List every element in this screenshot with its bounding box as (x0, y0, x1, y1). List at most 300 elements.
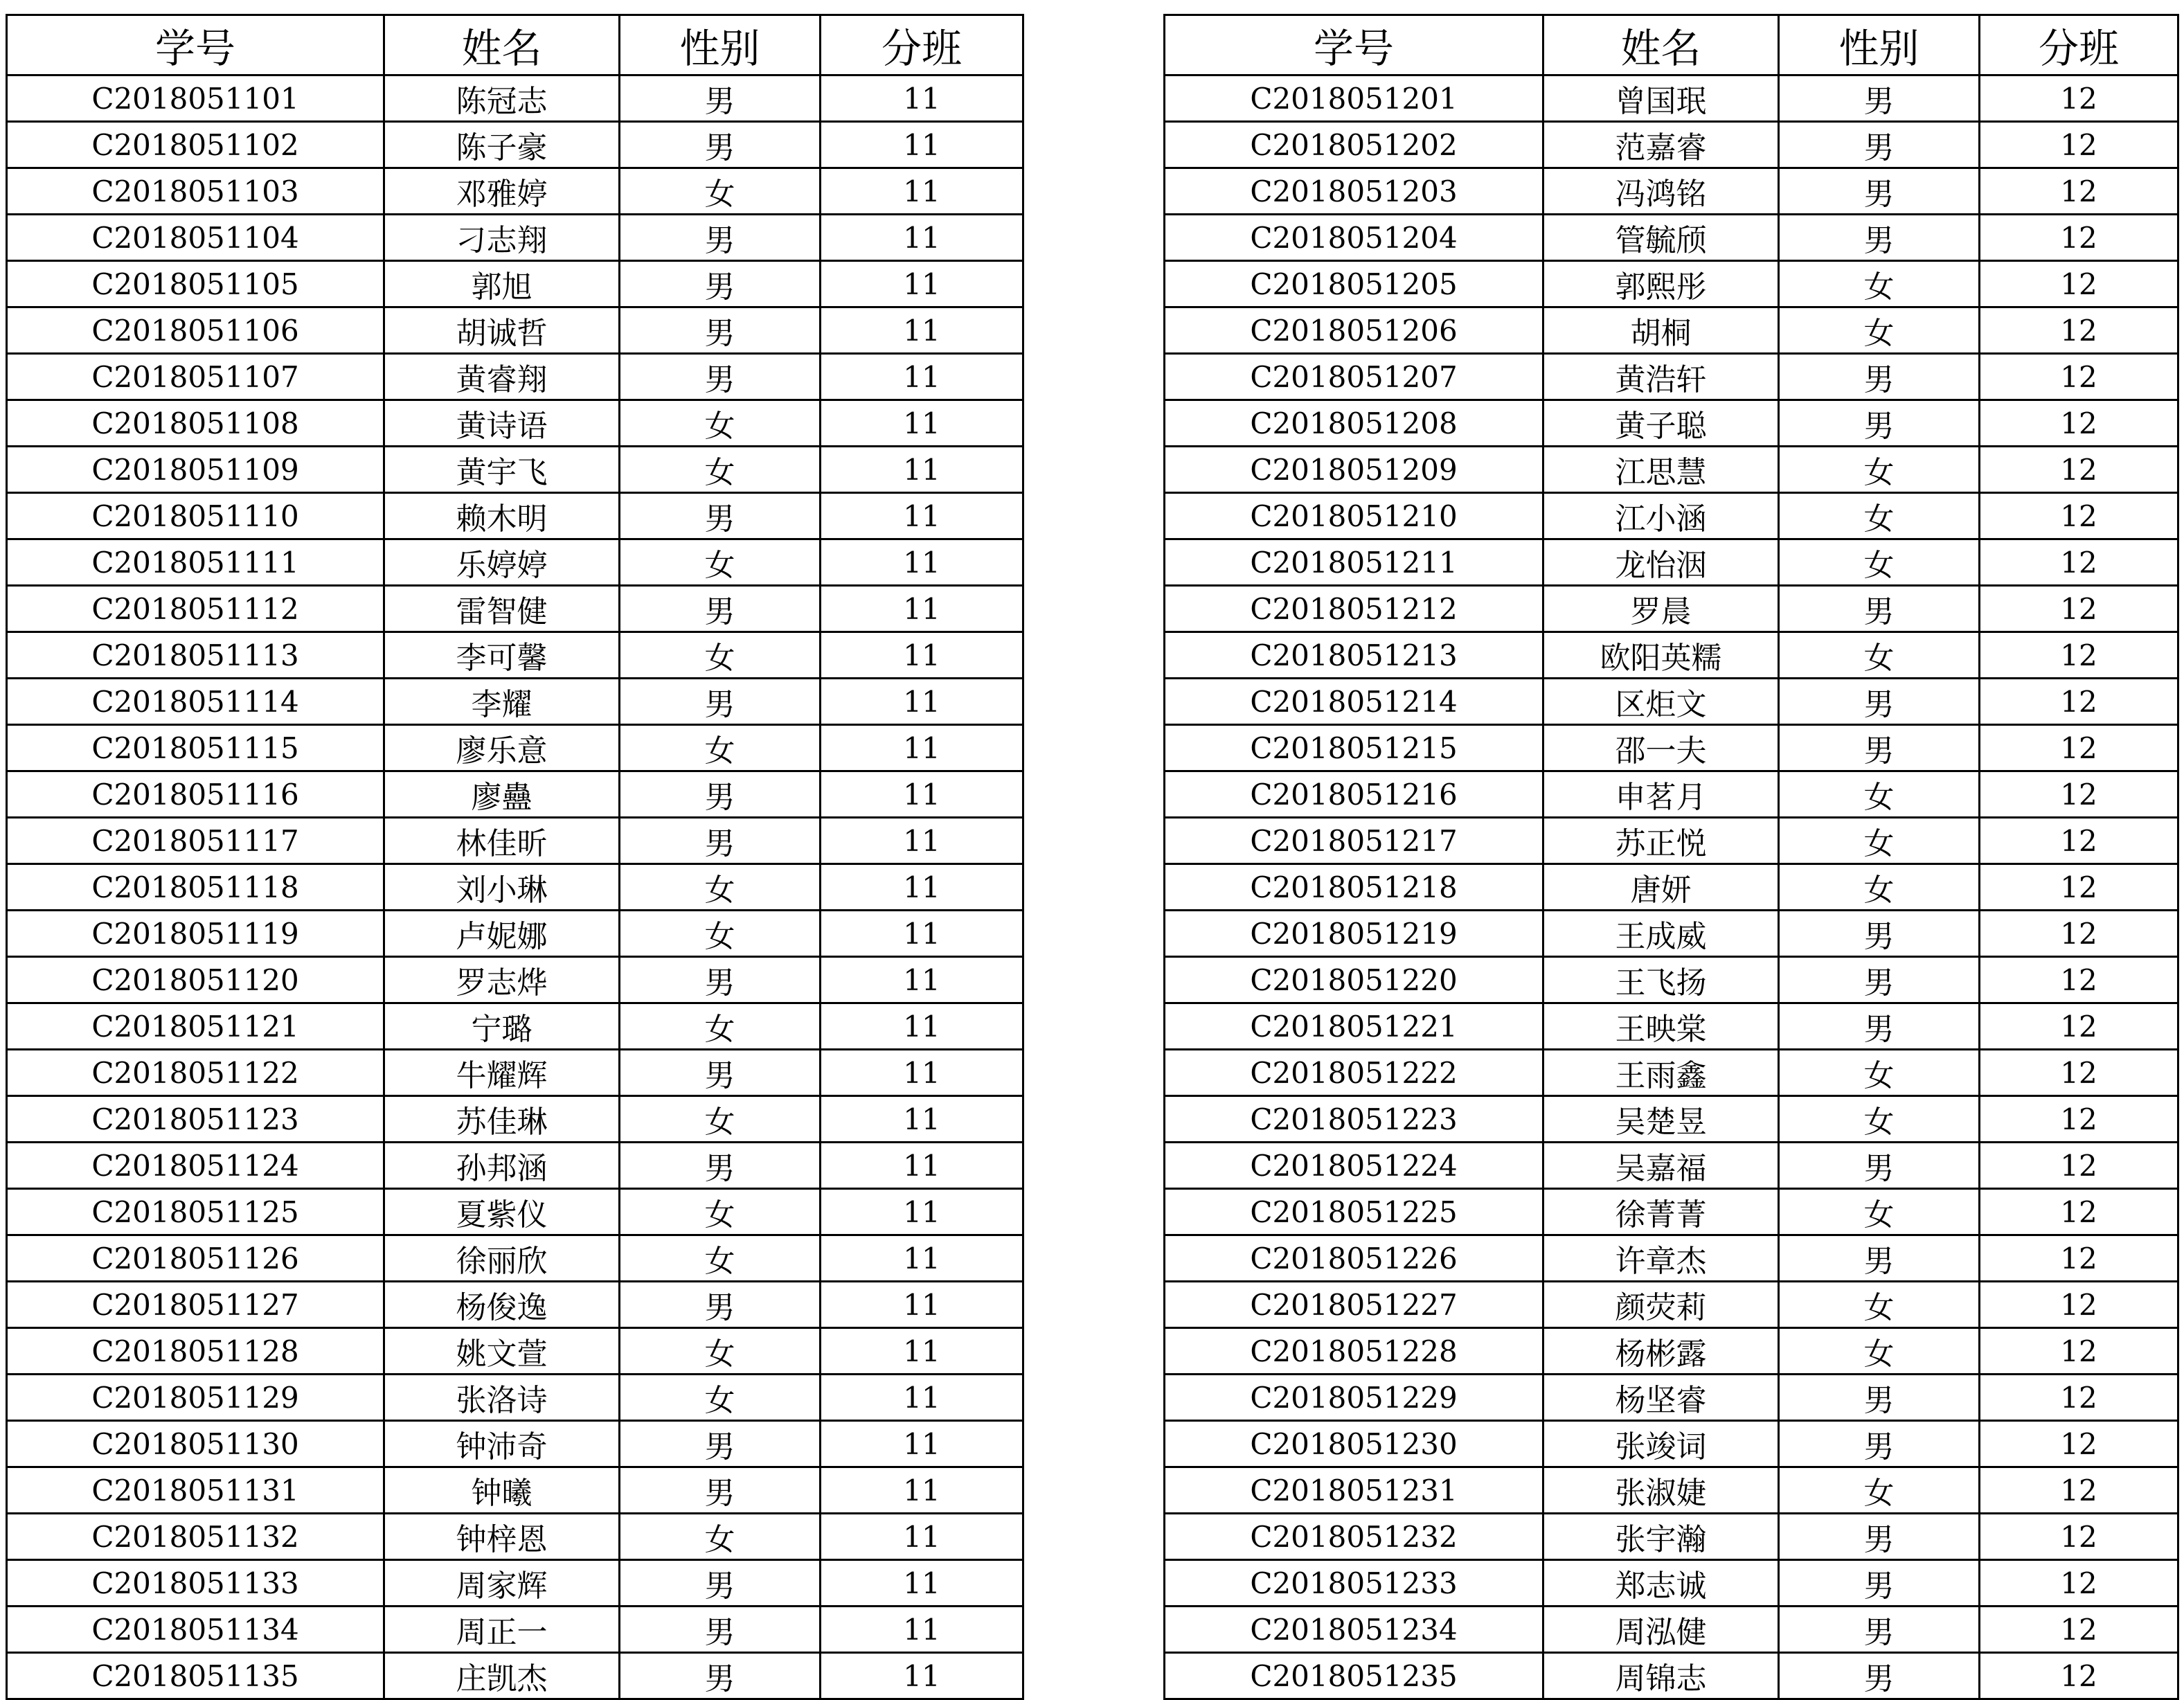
student-id-cell: C2018051204 (1165, 215, 1543, 261)
student-name-cell: 郑志诚 (1543, 1560, 1779, 1607)
student-gender-cell: 女 (1779, 539, 1980, 586)
student-class-cell: 12 (1980, 1328, 2178, 1375)
table-row (1165, 1375, 2178, 1421)
student-name-cell: 区炬文 (1543, 679, 1779, 725)
student-name-cell: 黄诗语 (384, 400, 620, 447)
student-class-cell: 12 (1980, 1514, 2178, 1560)
student-class-cell: 12 (1980, 1560, 2178, 1607)
table-row (1165, 1467, 2178, 1514)
student-gender-cell: 男 (1779, 1143, 1980, 1189)
table-row (1165, 400, 2178, 447)
student-class-cell: 11 (821, 447, 1023, 493)
student-gender-cell: 男 (1779, 1514, 1980, 1560)
student-id-cell: C2018051208 (1165, 400, 1543, 447)
student-id-cell: C2018051201 (1165, 75, 1543, 122)
student-class-cell: 11 (821, 1189, 1023, 1235)
student-id-cell: C2018051131 (7, 1467, 384, 1514)
student-class-cell: 12 (1980, 447, 2178, 493)
table-row (7, 75, 1023, 122)
table-header-row (7, 15, 1023, 75)
table-row (1165, 1560, 2178, 1607)
student-gender-cell: 男 (1779, 1235, 1980, 1282)
student-name-cell: 徐菁菁 (1543, 1189, 1779, 1235)
student-name-cell: 张竣词 (1543, 1421, 1779, 1467)
table-row (7, 1189, 1023, 1235)
table-row (1165, 215, 2178, 261)
student-id-cell: C2018051122 (7, 1050, 384, 1096)
student-class-cell: 12 (1980, 1096, 2178, 1143)
student-gender-cell: 女 (620, 1189, 821, 1235)
student-class-cell: 11 (821, 307, 1023, 354)
table-row (7, 354, 1023, 400)
table-row (7, 307, 1023, 354)
student-id-cell: C2018051223 (1165, 1096, 1543, 1143)
student-gender-cell: 男 (1779, 725, 1980, 771)
student-id-cell: C2018051108 (7, 400, 384, 447)
header-student-id: 学号 (7, 15, 384, 75)
student-class-cell: 11 (821, 400, 1023, 447)
table-row (1165, 261, 2178, 307)
student-id-cell: C2018051219 (1165, 911, 1543, 957)
student-name-cell: 牛耀辉 (384, 1050, 620, 1096)
table-row (7, 1467, 1023, 1514)
student-name-cell: 陈冠志 (384, 75, 620, 122)
student-id-cell: C2018051134 (7, 1607, 384, 1653)
student-id-cell: C2018051115 (7, 725, 384, 771)
student-name-cell: 刘小琳 (384, 864, 620, 911)
student-id-cell: C2018051210 (1165, 493, 1543, 539)
student-class-cell: 11 (821, 1096, 1023, 1143)
student-id-cell: C2018051106 (7, 307, 384, 354)
student-name-cell: 夏紫仪 (384, 1189, 620, 1235)
student-gender-cell: 女 (1779, 771, 1980, 818)
student-gender-cell: 男 (1779, 586, 1980, 632)
student-name-cell: 杨坚睿 (1543, 1375, 1779, 1421)
table-row (1165, 354, 2178, 400)
table-row (7, 586, 1023, 632)
table-row (7, 911, 1023, 957)
student-id-cell: C2018051125 (7, 1189, 384, 1235)
table-row (7, 632, 1023, 679)
student-gender-cell: 男 (620, 1653, 821, 1699)
student-class-cell: 11 (821, 1653, 1023, 1699)
student-id-cell: C2018051112 (7, 586, 384, 632)
student-name-cell: 许章杰 (1543, 1235, 1779, 1282)
student-name-cell: 罗晨 (1543, 586, 1779, 632)
table-row (1165, 122, 2178, 168)
student-id-cell: C2018051213 (1165, 632, 1543, 679)
student-id-cell: C2018051107 (7, 354, 384, 400)
student-id-cell: C2018051103 (7, 168, 384, 215)
student-id-cell: C2018051228 (1165, 1328, 1543, 1375)
student-class-cell: 11 (821, 1282, 1023, 1328)
table-row (1165, 1328, 2178, 1375)
student-gender-cell: 女 (620, 168, 821, 215)
table-row (7, 1050, 1023, 1096)
student-name-cell: 胡桐 (1543, 307, 1779, 354)
student-name-cell: 颜荧莉 (1543, 1282, 1779, 1328)
student-name-cell: 郭旭 (384, 261, 620, 307)
header-name: 姓名 (384, 15, 620, 75)
student-gender-cell: 男 (1779, 1003, 1980, 1050)
student-name-cell: 罗志烨 (384, 957, 620, 1003)
student-gender-cell: 女 (620, 539, 821, 586)
student-id-cell: C2018051121 (7, 1003, 384, 1050)
student-gender-cell: 男 (620, 679, 821, 725)
student-gender-cell: 女 (620, 400, 821, 447)
student-class-cell: 11 (821, 1375, 1023, 1421)
student-name-cell: 黄浩轩 (1543, 354, 1779, 400)
student-class-cell: 11 (821, 632, 1023, 679)
student-gender-cell: 女 (1779, 447, 1980, 493)
student-class-cell: 11 (821, 679, 1023, 725)
student-gender-cell: 男 (620, 493, 821, 539)
student-id-cell: C2018051218 (1165, 864, 1543, 911)
student-gender-cell: 男 (620, 1421, 821, 1467)
student-gender-cell: 女 (620, 1096, 821, 1143)
student-gender-cell: 女 (1779, 864, 1980, 911)
table-row (7, 1514, 1023, 1560)
table-row (1165, 168, 2178, 215)
student-name-cell: 范嘉睿 (1543, 122, 1779, 168)
table-row (1165, 1050, 2178, 1096)
student-name-cell: 廖蠱 (384, 771, 620, 818)
student-id-cell: C2018051226 (1165, 1235, 1543, 1282)
student-id-cell: C2018051220 (1165, 957, 1543, 1003)
student-id-cell: C2018051133 (7, 1560, 384, 1607)
student-name-cell: 周家辉 (384, 1560, 620, 1607)
table-row (7, 1096, 1023, 1143)
student-id-cell: C2018051110 (7, 493, 384, 539)
student-class-cell: 11 (821, 1514, 1023, 1560)
student-id-cell: C2018051221 (1165, 1003, 1543, 1050)
table-row (7, 818, 1023, 864)
student-class-cell: 12 (1980, 1003, 2178, 1050)
student-id-cell: C2018051230 (1165, 1421, 1543, 1467)
student-class-cell: 12 (1980, 1375, 2178, 1421)
student-name-cell: 邵一夫 (1543, 725, 1779, 771)
student-class-cell: 12 (1980, 75, 2178, 122)
student-class-cell: 11 (821, 771, 1023, 818)
student-name-cell: 王成威 (1543, 911, 1779, 957)
student-id-cell: C2018051225 (1165, 1189, 1543, 1235)
table-row (7, 261, 1023, 307)
student-gender-cell: 女 (620, 725, 821, 771)
student-name-cell: 黄子聪 (1543, 400, 1779, 447)
table-row (7, 1653, 1023, 1699)
table-row (7, 1607, 1023, 1653)
student-class-cell: 11 (821, 1003, 1023, 1050)
student-gender-cell: 男 (620, 75, 821, 122)
student-gender-cell: 女 (1779, 1467, 1980, 1514)
student-gender-cell: 男 (1779, 679, 1980, 725)
table-header-row (1165, 15, 2178, 75)
student-class-cell: 11 (821, 1328, 1023, 1375)
table-row (1165, 1143, 2178, 1189)
student-name-cell: 张宇瀚 (1543, 1514, 1779, 1560)
student-id-cell: C2018051118 (7, 864, 384, 911)
student-name-cell: 刁志翔 (384, 215, 620, 261)
student-gender-cell: 男 (1779, 911, 1980, 957)
student-gender-cell: 男 (620, 1607, 821, 1653)
student-name-cell: 廖乐意 (384, 725, 620, 771)
table-row (1165, 957, 2178, 1003)
student-gender-cell: 女 (1779, 818, 1980, 864)
student-class-cell: 11 (821, 818, 1023, 864)
student-class-cell: 12 (1980, 1050, 2178, 1096)
student-class-cell: 12 (1980, 307, 2178, 354)
student-class-cell: 11 (821, 215, 1023, 261)
student-name-cell: 江小涵 (1543, 493, 1779, 539)
student-gender-cell: 男 (620, 122, 821, 168)
student-gender-cell: 男 (620, 1143, 821, 1189)
student-name-cell: 邓雅婷 (384, 168, 620, 215)
student-name-cell: 管毓颀 (1543, 215, 1779, 261)
student-name-cell: 黄睿翔 (384, 354, 620, 400)
student-class-cell: 12 (1980, 1189, 2178, 1235)
student-name-cell: 卢妮娜 (384, 911, 620, 957)
student-name-cell: 孙邦涵 (384, 1143, 620, 1189)
student-id-cell: C2018051105 (7, 261, 384, 307)
student-gender-cell: 女 (620, 864, 821, 911)
header-class: 分班 (1980, 15, 2178, 75)
table-row (7, 1375, 1023, 1421)
student-class-cell: 12 (1980, 1467, 2178, 1514)
student-id-cell: C2018051233 (1165, 1560, 1543, 1607)
student-class-cell: 12 (1980, 1421, 2178, 1467)
student-id-cell: C2018051202 (1165, 122, 1543, 168)
student-gender-cell: 男 (620, 1050, 821, 1096)
student-name-cell: 苏佳琳 (384, 1096, 620, 1143)
student-gender-cell: 女 (620, 1514, 821, 1560)
table-row (1165, 864, 2178, 911)
student-id-cell: C2018051127 (7, 1282, 384, 1328)
student-class-cell: 12 (1980, 957, 2178, 1003)
student-class-cell: 11 (821, 1235, 1023, 1282)
student-gender-cell: 女 (1779, 1050, 1980, 1096)
student-gender-cell: 女 (1779, 1096, 1980, 1143)
student-class-cell: 12 (1980, 1235, 2178, 1282)
header-gender: 性别 (1779, 15, 1980, 75)
student-name-cell: 徐丽欣 (384, 1235, 620, 1282)
student-id-cell: C2018051111 (7, 539, 384, 586)
student-id-cell: C2018051126 (7, 1235, 384, 1282)
student-id-cell: C2018051216 (1165, 771, 1543, 818)
student-class-cell: 12 (1980, 122, 2178, 168)
table-row (1165, 679, 2178, 725)
student-class-cell: 11 (821, 957, 1023, 1003)
student-id-cell: C2018051207 (1165, 354, 1543, 400)
student-name-cell: 曾国珉 (1543, 75, 1779, 122)
table-row (7, 168, 1023, 215)
student-gender-cell: 男 (620, 957, 821, 1003)
student-id-cell: C2018051227 (1165, 1282, 1543, 1328)
table-row (1165, 539, 2178, 586)
table-row (7, 679, 1023, 725)
table-row (1165, 1653, 2178, 1699)
student-gender-cell: 男 (1779, 168, 1980, 215)
header-student-id: 学号 (1165, 15, 1543, 75)
student-class-cell: 11 (821, 586, 1023, 632)
student-gender-cell: 女 (1779, 1189, 1980, 1235)
student-id-cell: C2018051231 (1165, 1467, 1543, 1514)
student-id-cell: C2018051128 (7, 1328, 384, 1375)
table-row (1165, 725, 2178, 771)
student-name-cell: 龙怡洇 (1543, 539, 1779, 586)
student-name-cell: 雷智健 (384, 586, 620, 632)
student-gender-cell: 女 (620, 447, 821, 493)
student-id-cell: C2018051116 (7, 771, 384, 818)
table-row (1165, 1421, 2178, 1467)
student-id-cell: C2018051206 (1165, 307, 1543, 354)
student-id-cell: C2018051215 (1165, 725, 1543, 771)
student-name-cell: 吴楚昱 (1543, 1096, 1779, 1143)
student-name-cell: 胡诚哲 (384, 307, 620, 354)
student-class-cell: 11 (821, 1467, 1023, 1514)
student-gender-cell: 男 (620, 586, 821, 632)
student-name-cell: 王飞扬 (1543, 957, 1779, 1003)
student-gender-cell: 女 (1779, 307, 1980, 354)
student-gender-cell: 男 (1779, 75, 1980, 122)
table-row (7, 771, 1023, 818)
student-gender-cell: 女 (1779, 632, 1980, 679)
student-name-cell: 姚文萱 (384, 1328, 620, 1375)
table-row (7, 493, 1023, 539)
student-gender-cell: 男 (1779, 122, 1980, 168)
student-class-cell: 12 (1980, 911, 2178, 957)
student-name-cell: 杨俊逸 (384, 1282, 620, 1328)
student-name-cell: 江思慧 (1543, 447, 1779, 493)
table-row (7, 864, 1023, 911)
student-class-cell: 11 (821, 1607, 1023, 1653)
student-gender-cell: 男 (620, 1282, 821, 1328)
student-class-cell: 12 (1980, 679, 2178, 725)
table-row (1165, 1003, 2178, 1050)
student-class-cell: 11 (821, 261, 1023, 307)
table-row (7, 1560, 1023, 1607)
student-gender-cell: 男 (1779, 215, 1980, 261)
class-11-roster-table (6, 14, 1024, 1700)
student-class-cell: 11 (821, 493, 1023, 539)
student-class-cell: 11 (821, 911, 1023, 957)
student-gender-cell: 女 (1779, 261, 1980, 307)
student-name-cell: 张洛诗 (384, 1375, 620, 1421)
table-row (7, 215, 1023, 261)
student-class-cell: 12 (1980, 725, 2178, 771)
student-gender-cell: 女 (1779, 1282, 1980, 1328)
student-id-cell: C2018051211 (1165, 539, 1543, 586)
table-row (1165, 1282, 2178, 1328)
table-row (1165, 1607, 2178, 1653)
student-class-cell: 12 (1980, 168, 2178, 215)
student-id-cell: C2018051222 (1165, 1050, 1543, 1096)
table-row (7, 725, 1023, 771)
table-row (1165, 632, 2178, 679)
student-name-cell: 张淑婕 (1543, 1467, 1779, 1514)
student-gender-cell: 男 (1779, 957, 1980, 1003)
student-class-cell: 12 (1980, 1653, 2178, 1699)
table-row (7, 1421, 1023, 1467)
student-id-cell: C2018051129 (7, 1375, 384, 1421)
student-gender-cell: 女 (620, 632, 821, 679)
table-row (1165, 818, 2178, 864)
student-id-cell: C2018051212 (1165, 586, 1543, 632)
table-row (1165, 586, 2178, 632)
student-gender-cell: 女 (620, 1003, 821, 1050)
student-name-cell: 李可馨 (384, 632, 620, 679)
student-id-cell: C2018051120 (7, 957, 384, 1003)
student-gender-cell: 男 (1779, 400, 1980, 447)
header-gender: 性别 (620, 15, 821, 75)
student-id-cell: C2018051214 (1165, 679, 1543, 725)
student-gender-cell: 男 (1779, 354, 1980, 400)
header-class: 分班 (821, 15, 1023, 75)
student-name-cell: 郭熙彤 (1543, 261, 1779, 307)
student-gender-cell: 男 (620, 215, 821, 261)
student-name-cell: 冯鸿铭 (1543, 168, 1779, 215)
student-class-cell: 11 (821, 1421, 1023, 1467)
table-row (7, 957, 1023, 1003)
student-class-cell: 12 (1980, 261, 2178, 307)
table-row (7, 447, 1023, 493)
student-id-cell: C2018051235 (1165, 1653, 1543, 1699)
student-id-cell: C2018051101 (7, 75, 384, 122)
student-gender-cell: 男 (1779, 1375, 1980, 1421)
student-name-cell: 唐妍 (1543, 864, 1779, 911)
table-row (7, 1328, 1023, 1375)
student-name-cell: 申茗月 (1543, 771, 1779, 818)
student-class-cell: 12 (1980, 771, 2178, 818)
student-class-cell: 11 (821, 864, 1023, 911)
student-name-cell: 李耀 (384, 679, 620, 725)
student-name-cell: 周正一 (384, 1607, 620, 1653)
student-class-cell: 12 (1980, 818, 2178, 864)
student-name-cell: 周锦志 (1543, 1653, 1779, 1699)
student-id-cell: C2018051132 (7, 1514, 384, 1560)
header-name: 姓名 (1543, 15, 1779, 75)
student-class-cell: 12 (1980, 864, 2178, 911)
student-class-cell: 12 (1980, 632, 2178, 679)
student-id-cell: C2018051224 (1165, 1143, 1543, 1189)
class-12-roster-table (1163, 14, 2179, 1700)
student-id-cell: C2018051117 (7, 818, 384, 864)
student-gender-cell: 男 (620, 354, 821, 400)
student-name-cell: 黄宇飞 (384, 447, 620, 493)
student-class-cell: 12 (1980, 400, 2178, 447)
student-id-cell: C2018051234 (1165, 1607, 1543, 1653)
table-row (7, 1003, 1023, 1050)
student-gender-cell: 女 (1779, 1328, 1980, 1375)
student-id-cell: C2018051104 (7, 215, 384, 261)
student-class-cell: 12 (1980, 586, 2178, 632)
student-id-cell: C2018051203 (1165, 168, 1543, 215)
student-class-cell: 12 (1980, 539, 2178, 586)
student-class-cell: 11 (821, 1050, 1023, 1096)
student-gender-cell: 女 (620, 1235, 821, 1282)
student-gender-cell: 男 (620, 1467, 821, 1514)
student-name-cell: 钟梓恩 (384, 1514, 620, 1560)
student-gender-cell: 女 (620, 1328, 821, 1375)
table-row (7, 122, 1023, 168)
student-gender-cell: 男 (620, 1560, 821, 1607)
student-class-cell: 11 (821, 354, 1023, 400)
student-gender-cell: 男 (1779, 1560, 1980, 1607)
student-gender-cell: 女 (1779, 493, 1980, 539)
student-id-cell: C2018051102 (7, 122, 384, 168)
student-name-cell: 钟曦 (384, 1467, 620, 1514)
student-gender-cell: 男 (620, 818, 821, 864)
student-class-cell: 12 (1980, 354, 2178, 400)
